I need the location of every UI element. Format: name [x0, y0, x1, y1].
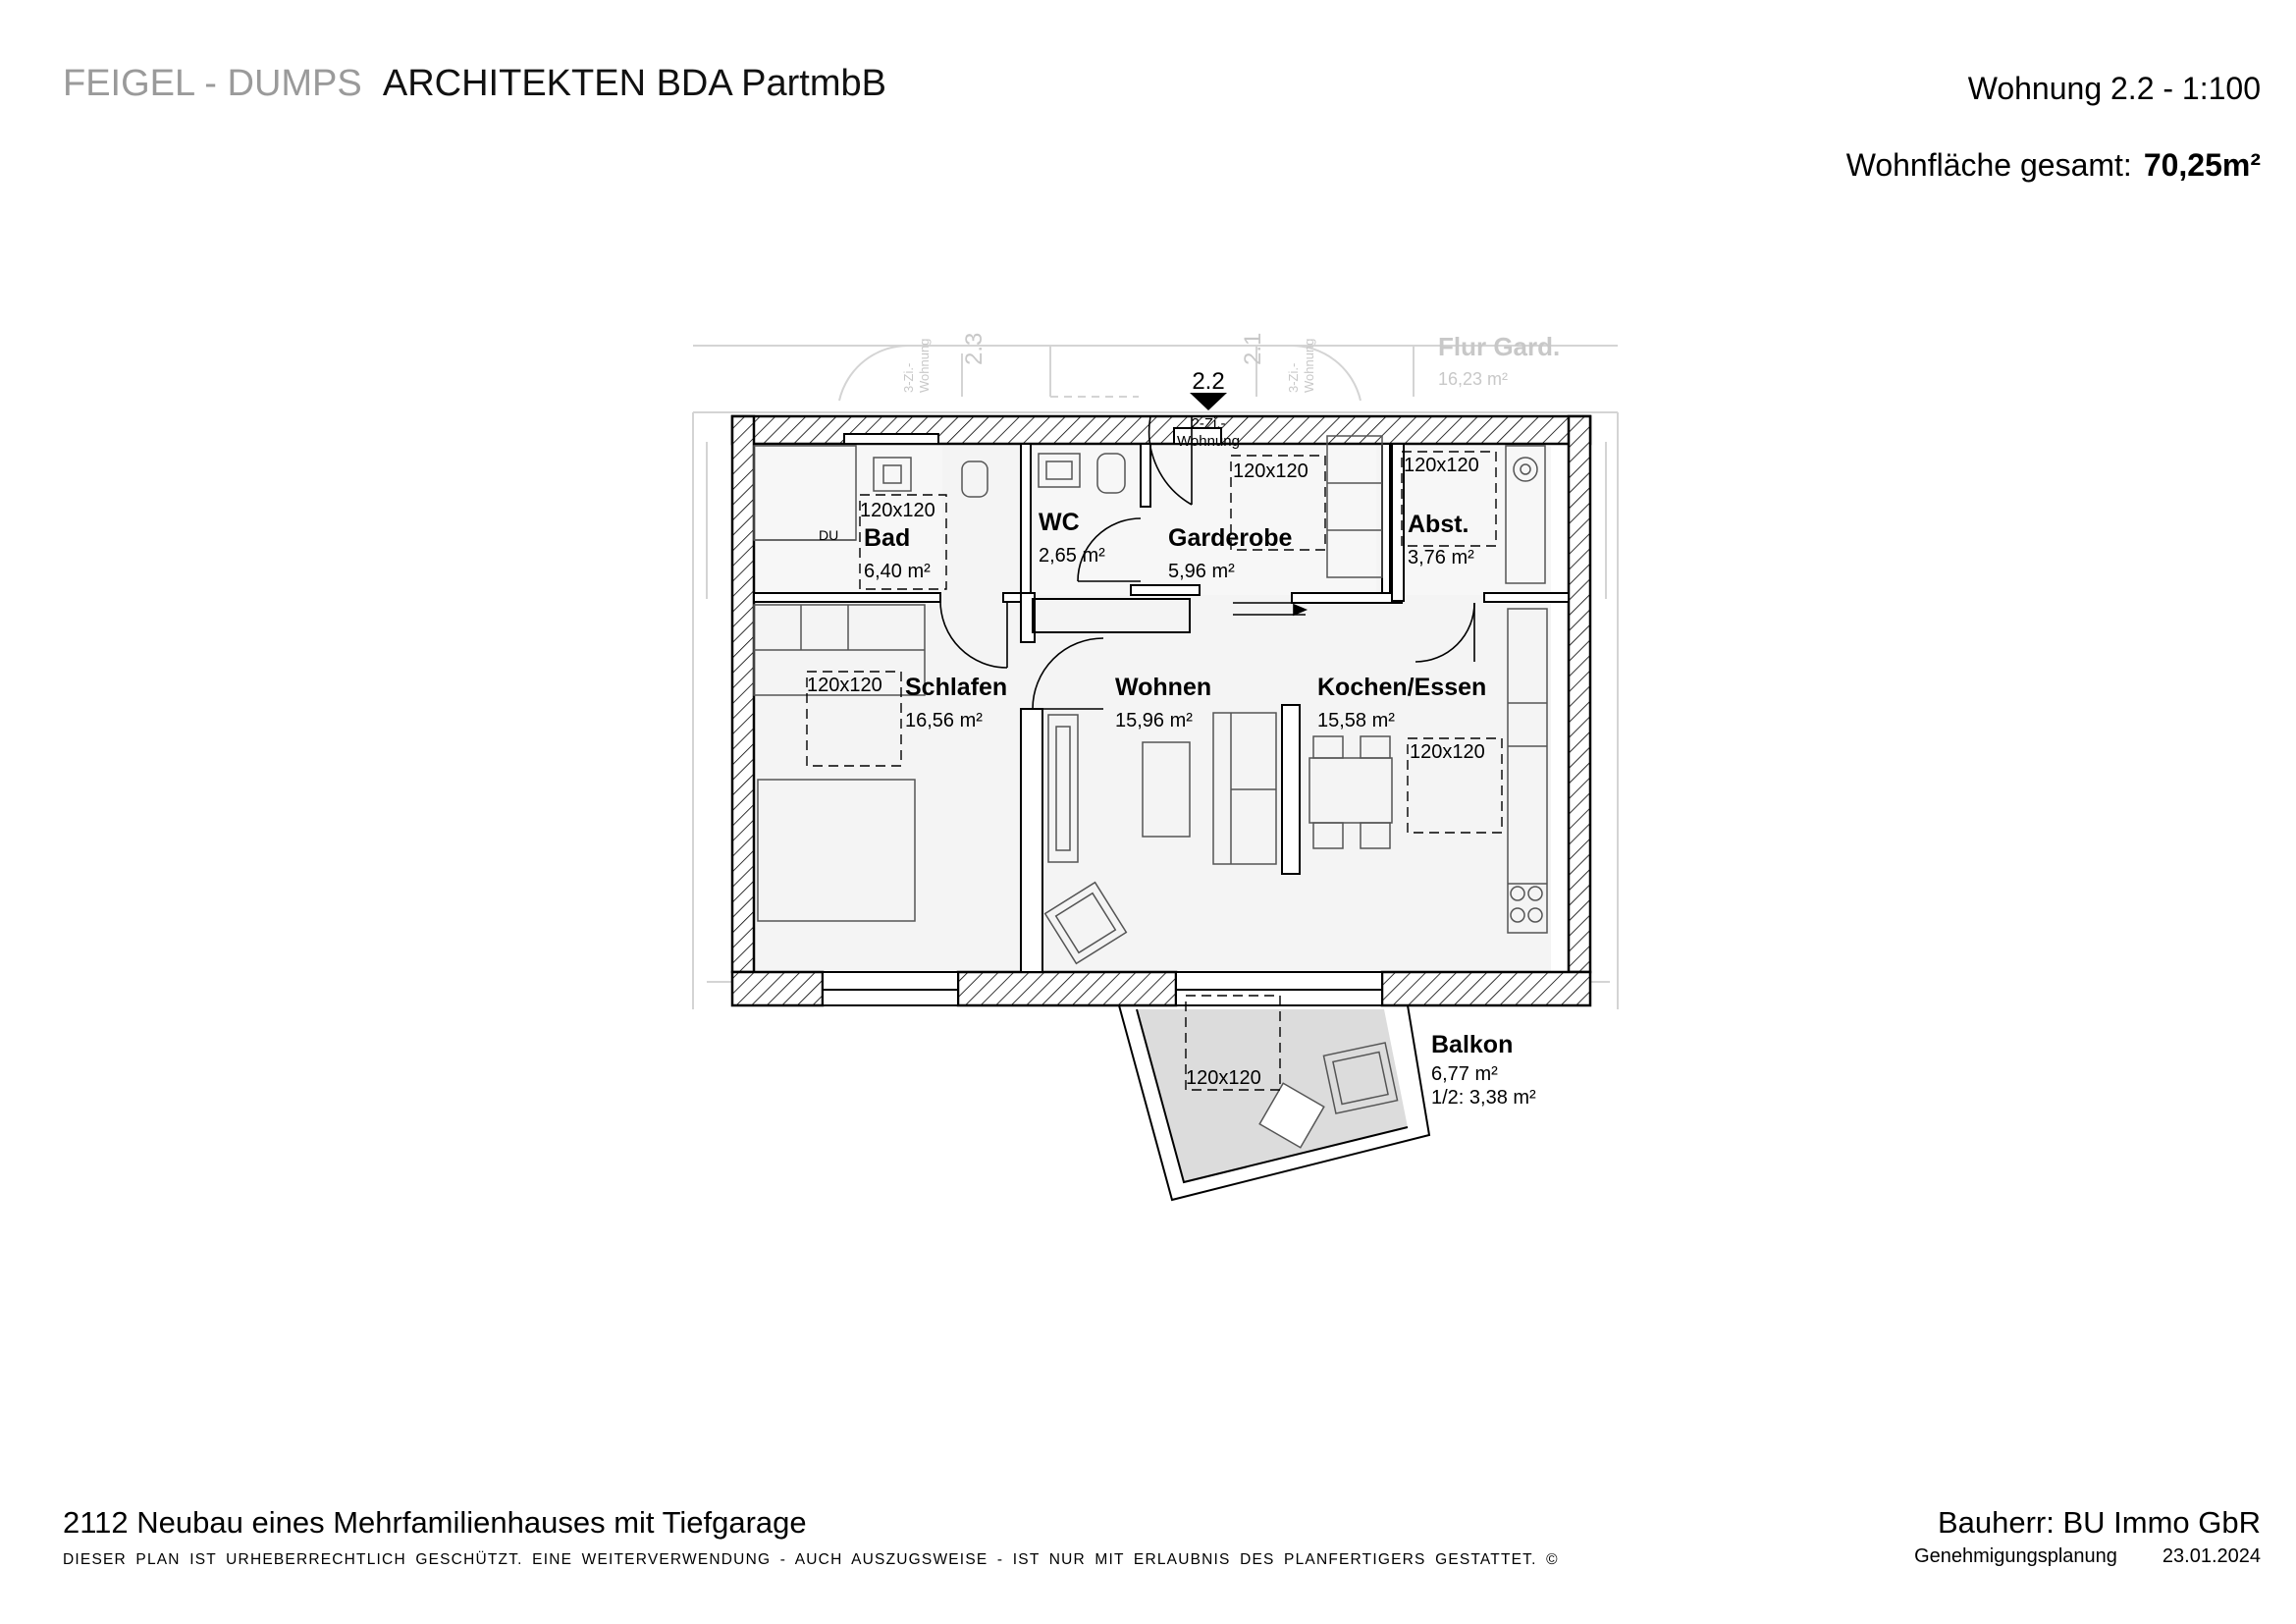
east-wall	[1569, 416, 1590, 972]
room-area-abst: 3,76 m²	[1408, 547, 1474, 568]
room-name-wohnen: Wohnen	[1115, 674, 1212, 701]
neighbour-corridor-name: Flur Gard.	[1438, 332, 1561, 361]
turning-label-schlafen: 120x120	[807, 675, 882, 696]
room-name-balkon: Balkon	[1431, 1031, 1514, 1058]
room-name-kochen: Kochen/Essen	[1317, 674, 1487, 701]
room-name-abst: Abst.	[1408, 511, 1469, 538]
entry-unit-type-2: Wohnung	[1177, 433, 1240, 450]
room-area-balkon: 6,77 m²	[1431, 1063, 1498, 1085]
room-name-garderobe: Garderobe	[1168, 524, 1293, 552]
south-wall-left	[732, 972, 823, 1005]
project-title: 2112 Neubau eines Mehrfamilienhauses mit Tiefgarage	[63, 1505, 807, 1540]
firm-name-grey: FEIGEL - DUMPS	[63, 63, 362, 104]
neighbour-left-unit: 2.3	[961, 332, 988, 365]
firm-name-black: ARCHITEKTEN BDA PartmbB	[382, 63, 886, 104]
turning-label-garderobe: 120x120	[1233, 460, 1308, 482]
plan-status	[1914, 1545, 2261, 1568]
west-wall	[732, 416, 754, 972]
total-area-label: Wohnfläche gesamt:	[1845, 147, 2132, 183]
turning-label-kochen: 120x120	[1410, 741, 1485, 763]
entry-marker-unit: 2.2	[1192, 368, 1225, 395]
neighbour-left-type-1: 3-Zi.-	[901, 362, 916, 393]
copyright-notice: DIESER PLAN IST URHEBERRECHTLICH GESCHÜTZT. EINE WEITERVERWENDUNG - AUCH AUSZUGSWEISE - IST NUR MIT ERLAUBNIS DES PLANFERTIGERS GESTATTET. ©	[63, 1551, 1559, 1568]
room-area-wohnen: 15,96 m²	[1115, 710, 1193, 731]
south-wall-mid	[958, 972, 1176, 1005]
neighbour-right-type-1: 3-Zi.-	[1286, 362, 1301, 393]
room-name-bad: Bad	[864, 524, 911, 552]
room-name-wc: WC	[1039, 509, 1080, 536]
total-area-value: 70,25m²	[2143, 147, 2261, 183]
unit-scale: Wohnung 2.2 - 1:100	[1967, 71, 2261, 106]
room-area-kochen: 15,58 m²	[1317, 710, 1395, 731]
room-divider	[1282, 705, 1300, 874]
neighbour-right-type-2: Wohnung	[1302, 338, 1316, 393]
south-wall-right	[1382, 972, 1590, 1005]
neighbour-right-unit: 2.1	[1240, 332, 1266, 365]
turning-label-balkon: 120x120	[1186, 1067, 1261, 1089]
plan-date: 23.01.2024	[2162, 1545, 2261, 1567]
neighbour-corridor-area: 16,23 m²	[1438, 369, 1509, 389]
entry-unit-type-1: 2-Zi.-	[1191, 415, 1226, 432]
turning-label-bad: 120x120	[860, 500, 935, 521]
room-name-schlafen: Schlafen	[905, 674, 1008, 701]
room-area-bad: 6,40 m²	[864, 561, 931, 582]
turning-label-abst: 120x120	[1404, 455, 1479, 476]
room-area-garderobe: 5,96 m²	[1168, 561, 1235, 582]
neighbour-left-type-2: Wohnung	[917, 338, 932, 393]
shower-label: DU	[819, 527, 839, 543]
client-name: Bauherr: BU Immo GbR	[1937, 1505, 2261, 1540]
room-area-wc: 2,65 m²	[1039, 545, 1105, 567]
room-half-area-balkon: 1/2: 3,38 m²	[1431, 1087, 1536, 1109]
entry-marker-arrow	[1190, 393, 1227, 410]
room-area-schlafen: 16,56 m²	[905, 710, 983, 731]
planning-phase: Genehmigungsplanung	[1914, 1545, 2117, 1567]
